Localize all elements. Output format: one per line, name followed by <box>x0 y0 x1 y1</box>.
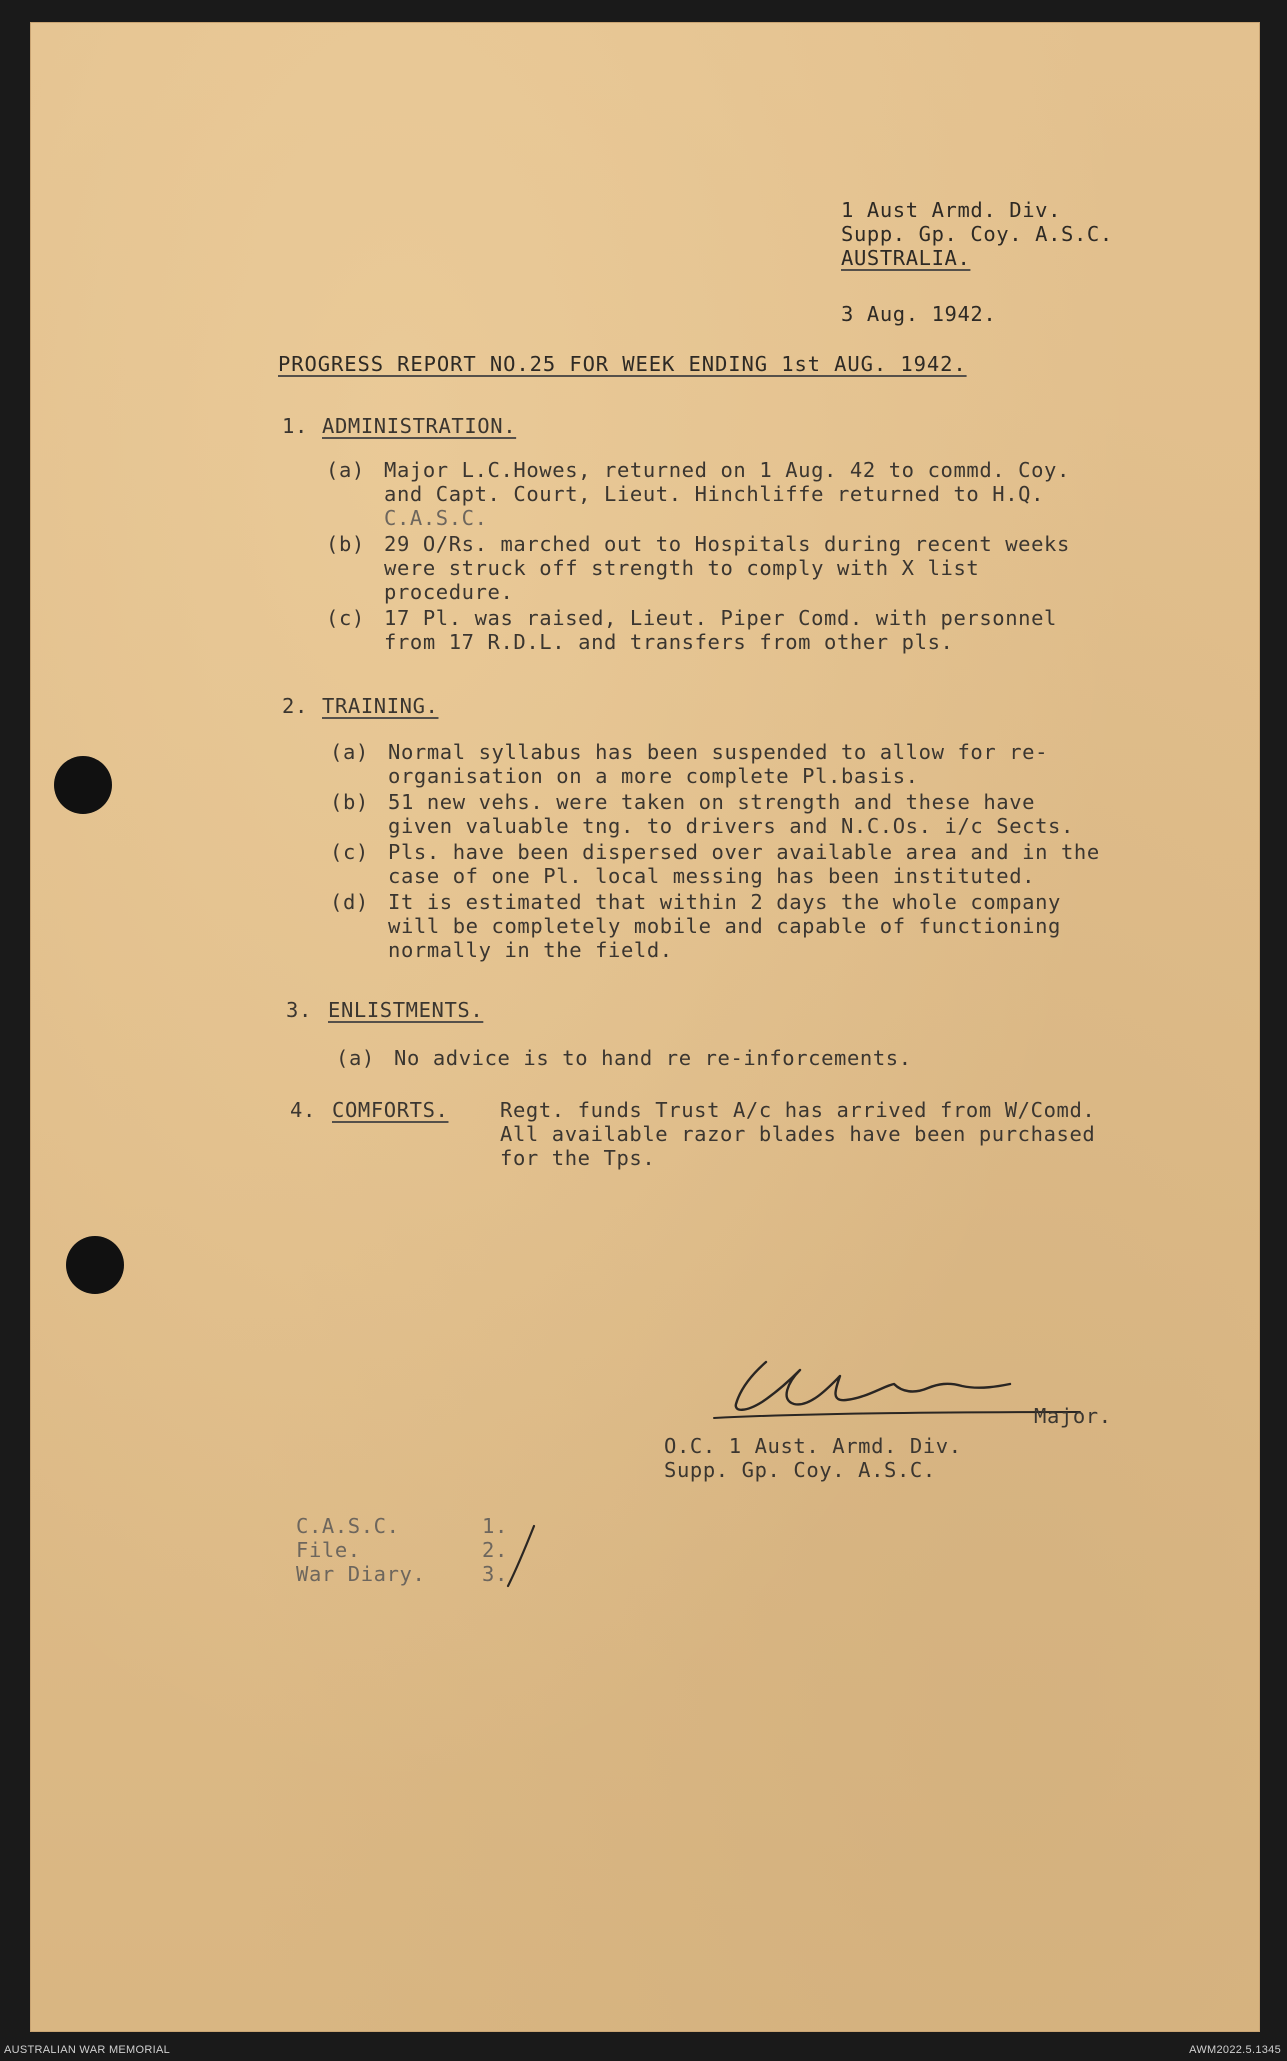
pen-mark <box>500 1522 540 1592</box>
section-number: 2. <box>282 694 308 718</box>
item-label: (a) <box>330 740 369 764</box>
item-label: (b) <box>326 532 365 556</box>
item-text-line: normally in the field. <box>388 938 673 962</box>
punch-hole-bottom <box>66 1236 124 1294</box>
item-text-line: 17 Pl. was raised, Lieut. Piper Comd. with personnel <box>384 606 1057 630</box>
header-company: Supp. Gp. Coy. A.S.C. <box>841 222 1113 246</box>
item-text-line: organisation on a more complete Pl.basis. <box>388 764 919 788</box>
item-label: (c) <box>326 606 365 630</box>
comforts-text-line: All available razor blades have been purchased <box>500 1122 1096 1146</box>
section-number: 4. <box>290 1098 316 1122</box>
distribution-copy: 1. <box>482 1514 508 1538</box>
section-heading: ADMINISTRATION. <box>322 414 517 438</box>
footer-accession-number: AWM2022.5.1345 <box>1189 2044 1281 2056</box>
item-text-line: procedure. <box>384 580 514 604</box>
header-date: 3 Aug. 1942. <box>841 302 997 326</box>
footer-credit: AUSTRALIAN WAR MEMORIAL <box>4 2044 171 2056</box>
section-heading: TRAINING. <box>322 694 439 718</box>
comforts-text-line: for the Tps. <box>500 1146 656 1170</box>
item-text-line: case of one Pl. local messing has been instituted. <box>388 864 1036 888</box>
item-text-line: No advice is to hand re re-inforcements. <box>394 1046 912 1070</box>
item-text-line: Normal syllabus has been suspended to allow for re- <box>388 740 1049 764</box>
distribution-copy: 3. <box>482 1562 508 1586</box>
item-label: (a) <box>336 1046 375 1070</box>
item-text-line: Major L.C.Howes, returned on 1 Aug. 42 to commd. Coy. <box>384 458 1070 482</box>
page-title: PROGRESS REPORT NO.25 FOR WEEK ENDING 1st AUG. 1942. <box>278 352 967 376</box>
document-page <box>30 22 1260 2032</box>
item-label: (a) <box>326 458 365 482</box>
item-text-line: will be completely mobile and capable of functioning <box>388 914 1061 938</box>
item-text-line: were struck off strength to comply with X list <box>384 556 980 580</box>
item-text-line: from 17 R.D.L. and transfers from other pls. <box>384 630 954 654</box>
comforts-text-line: Regt. funds Trust A/c has arrived from W/Comd. <box>500 1098 1096 1122</box>
distribution-recipient: War Diary. <box>296 1562 426 1586</box>
item-text-line: given valuable tng. to drivers and N.C.Os. i/c Sects. <box>388 814 1074 838</box>
distribution-copy: 2. <box>482 1538 508 1562</box>
section-number: 1. <box>282 414 308 438</box>
signature-unit: Supp. Gp. Coy. A.S.C. <box>664 1458 936 1482</box>
section-heading: ENLISTMENTS. <box>328 998 484 1022</box>
item-label: (b) <box>330 790 369 814</box>
item-label: (c) <box>330 840 369 864</box>
section-heading: COMFORTS. <box>332 1098 449 1122</box>
item-text-line: Pls. have been dispersed over available area and in the <box>388 840 1100 864</box>
signature-rank: Major. <box>1034 1404 1112 1428</box>
section-number: 3. <box>286 998 312 1022</box>
item-text-line: and Capt. Court, Lieut. Hinchliffe returned to H.Q. <box>384 482 1045 506</box>
header-country: AUSTRALIA. <box>841 246 971 270</box>
item-text-line: 29 O/Rs. marched out to Hospitals during recent weeks <box>384 532 1070 556</box>
item-text-line: 51 new vehs. were taken on strength and these have <box>388 790 1036 814</box>
header-unit: 1 Aust Armd. Div. <box>841 198 1062 222</box>
distribution-recipient: C.A.S.C. <box>296 1514 400 1538</box>
distribution-recipient: File. <box>296 1538 361 1562</box>
signature-title: O.C. 1 Aust. Armd. Div. <box>664 1434 962 1458</box>
item-text-line: It is estimated that within 2 days the whole company <box>388 890 1061 914</box>
item-label: (d) <box>330 890 369 914</box>
punch-hole-top <box>54 756 112 814</box>
item-text-line: C.A.S.C. <box>384 506 488 530</box>
